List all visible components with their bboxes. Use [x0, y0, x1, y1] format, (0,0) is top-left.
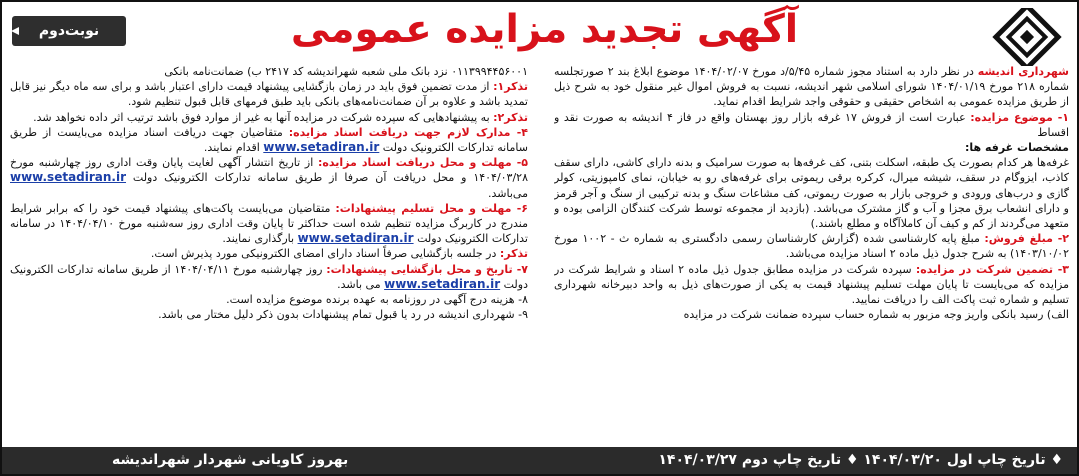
- item-6-heading: ۶- مهلت و محل تسلیم پیشنهادات:: [335, 201, 528, 215]
- item-2-heading: ۲- مبلغ فروش:: [984, 232, 1069, 246]
- right-column: [554, 64, 1069, 444]
- mayor-signature: بهروز کاویانی شهردار شهراندیشه: [112, 452, 349, 468]
- setadiran-link[interactable]: www.setadiran.ir: [263, 140, 380, 155]
- left-column: [10, 64, 528, 444]
- account-continuation: ۰۱۱۳۹۹۴۴۵۶۰۰۱ نزد بانک ملی شعبه شهراندیشه کد ۲۴۱۷ ب) ضمانت‌نامه بانکی: [164, 65, 528, 78]
- item-1-text: عبارت است از فروش ۱۷ غرفه بازار روز بهستان واقع در فاز ۴ اندیشه به صورت نقد و اقساط: [554, 110, 1069, 139]
- item-3-text: سپرده شرکت در مزایده مطابق جدول ذیل ماده ۲ اسناد و شرایط شرکت در مزایده که می‌بایست تا پایان مهلت تسلیم پیشنهاد قیمت به یکی از صورت‌های ذیل به واحد دبیرخانه شهرداری تسلیم و شماره ثبت پاکت الف را دریافت نمایید.: [554, 262, 1069, 307]
- item-4-heading: ۴- مدارک لازم جهت دریافت اسناد مزایده:: [288, 125, 528, 139]
- spec-heading: مشخصات غرفه ها:: [964, 141, 1069, 155]
- item-5-text-b: می‌باشد.: [488, 186, 528, 200]
- note-3: [10, 246, 528, 261]
- item-5-heading: ۵- مهلت و محل دریافت اسناد مزایده:: [318, 156, 528, 170]
- item-9: ۹- شهرداری اندیشه در رد یا قبول تمام پیشنهادات بدون ذکر دلیل مختار می باشد.: [158, 308, 528, 322]
- note-1-heading: تذکر۱:: [493, 80, 528, 94]
- spec-text: غرفه‌ها هر کدام بصورت یک طبقه، اسکلت بتنی، کف غرفه‌ها به صورت سرامیک و بدنه دارای کاشی، دارای سقف کاذب، ایزوگام در سقف، شیشه میرال، کرکره برقی ریموتی برای غرفه‌های رو به خیابان، نمای کامپوزیتی، کولر گازی و درب‌های ورودی و خروجی بازار به صورت ریموتی، کف مشاعات سنگ و بدنه ترکیبی از سنگ و آجر قرمز و دارای انشعاب برق مجزا و آب و گاز مشترک می‌باشد. (بازدید از مجموعه توسط شرکت کنندگان الزامی بوده و متعهد می‌گردند از کم و کیف آن کاملاآگاه و مطلع باشند.): [554, 156, 1069, 231]
- body-columns: [10, 64, 1069, 444]
- note-1-text: از مدت تضمین فوق باید در زمان بازگشایی پیشنهاد قیمت دارای اعتبار باشد و برای سه ماه دیگر نیز قابل تمدید باشد و علاوه بر آن ضمانت‌نامه‌های بانکی باید طبق فرمهای قابل قبول تنظیم شود.: [10, 80, 528, 109]
- footer-bar: [2, 447, 1077, 474]
- item-4: [10, 125, 528, 155]
- item-5-text-a: از تاریخ انتشار آگهی لغایت پایان وقت اداری روز چهارشنبه مورخ ۱۴۰۴/۰۳/۲۸ و محل دریافت آن صرفا از طریق سامانه تدارکات الکترونیک دولت: [10, 156, 528, 185]
- print-dates: ♦ تاریخ چاپ اول ۱۴۰۴/۰۳/۲۰ ♦ تاریخ چاپ دوم ۱۴۰۴/۰۳/۲۷: [658, 452, 1063, 468]
- intro-text: در نظر دارد به استناد مجوز شماره ۵/۴۵/د مورخ ۱۴۰۴/۰۲/۰۷ موضوع ابلاغ بند ۲ صورتجلسه شماره ۲۱۸ مورخ ۱۴۰۴/۰۱/۱۹ شورای اسلامی شهر اندیشه، نسبت به فروش اموال غیر منقول خود به شرح ذیل از طریق مزایده عمومی به اشخاص حقیقی و حقوقی واجد شرایط اقدام نماید.: [554, 65, 1069, 109]
- shahrdari-andisheh-logo-icon: [987, 8, 1067, 66]
- note-2-text: به پیشنهادهایی که سپرده شرکت در مزایده آنها به غیر از موارد فوق باشد ترتیب اثر داده نخواهد شد.: [33, 110, 494, 124]
- note-3-heading: تذکر:: [499, 247, 528, 261]
- item-6-text-a: متقاضیان می‌بایست پاکت‌های پیشنهاد قیمت خود را که برابر شرایط مندرج در کاربرگ مزایده تنظیم شده است حداکثر تا پایان وقت اداری روز سه‌شنبه مورخ ۱۴۰۴/۰۴/۱۰ در سامانه تدارکات الکترونیک دولت: [10, 201, 528, 246]
- item-4-text-a: متقاضیان جهت دریافت اسناد مزایده می‌بایست از طریق سامانه تدارکات الکترونیک دولت: [10, 125, 528, 155]
- item-2-text: مبلغ پایه کارشناسی شده (گزارش کارشناسان رسمی دادگستری به شماره ث - ۱۰۰۲ مورخ ۱۴۰۳/۱۰/۰۲) به شرح جدول ذیل ماده ۲ اسناد مزایده می‌باشد.: [554, 232, 1069, 261]
- item-3a: الف) رسید بانکی واریز وجه مزبور به شماره حساب سپرده ضمانت شرکت در مزایده: [683, 308, 1069, 322]
- note-3-text: در جلسه بازگشایی صرفاً اسناد دارای امضای الکترونیکی مورد پذیرش است.: [150, 247, 500, 261]
- note-2-heading: تذکر۲:: [493, 110, 528, 124]
- item-7-text-a: روز چهارشنبه مورخ ۱۴۰۴/۰۴/۱۱ از طریق سامانه تدارکات الکترونیک دولت: [10, 262, 528, 291]
- setadiran-link[interactable]: www.setadiran.ir: [384, 276, 501, 291]
- item-5: [10, 155, 528, 201]
- intro-paragraph: [554, 64, 1069, 110]
- page-title: آگهی تجدید مزایده عمومی: [290, 7, 799, 52]
- item-2: [554, 231, 1069, 261]
- item-8: ۸- هزینه درج آگهی در روزنامه به عهده برنده موضوع مزایده است.: [226, 293, 528, 307]
- item-7-text-b: می باشد.: [337, 277, 385, 291]
- item-3-heading: ۳- تضمین شرکت در مزایده:: [915, 262, 1069, 276]
- item-7: [10, 262, 528, 292]
- item-3: [554, 262, 1069, 308]
- item-4-text-b: اقدام نمایند.: [203, 141, 264, 155]
- item-1-heading: ۱- موضوع مزایده:: [970, 110, 1069, 124]
- setadiran-link[interactable]: www.setadiran.ir: [10, 170, 127, 185]
- item-1: [554, 110, 1069, 140]
- note-2: [10, 110, 528, 125]
- org-name: شهرداری اندیشه: [977, 65, 1069, 78]
- header: [2, 2, 1077, 60]
- publication-badge: نوبت‌دوم: [12, 16, 126, 46]
- setadiran-link[interactable]: www.setadiran.ir: [297, 231, 414, 246]
- item-7-heading: ۷- تاریخ و محل بازگشایی پیشنهادات:: [326, 262, 528, 276]
- note-1: [10, 79, 528, 109]
- item-6-text-b: بارگذاری نمایند.: [222, 232, 298, 246]
- item-6: [10, 201, 528, 247]
